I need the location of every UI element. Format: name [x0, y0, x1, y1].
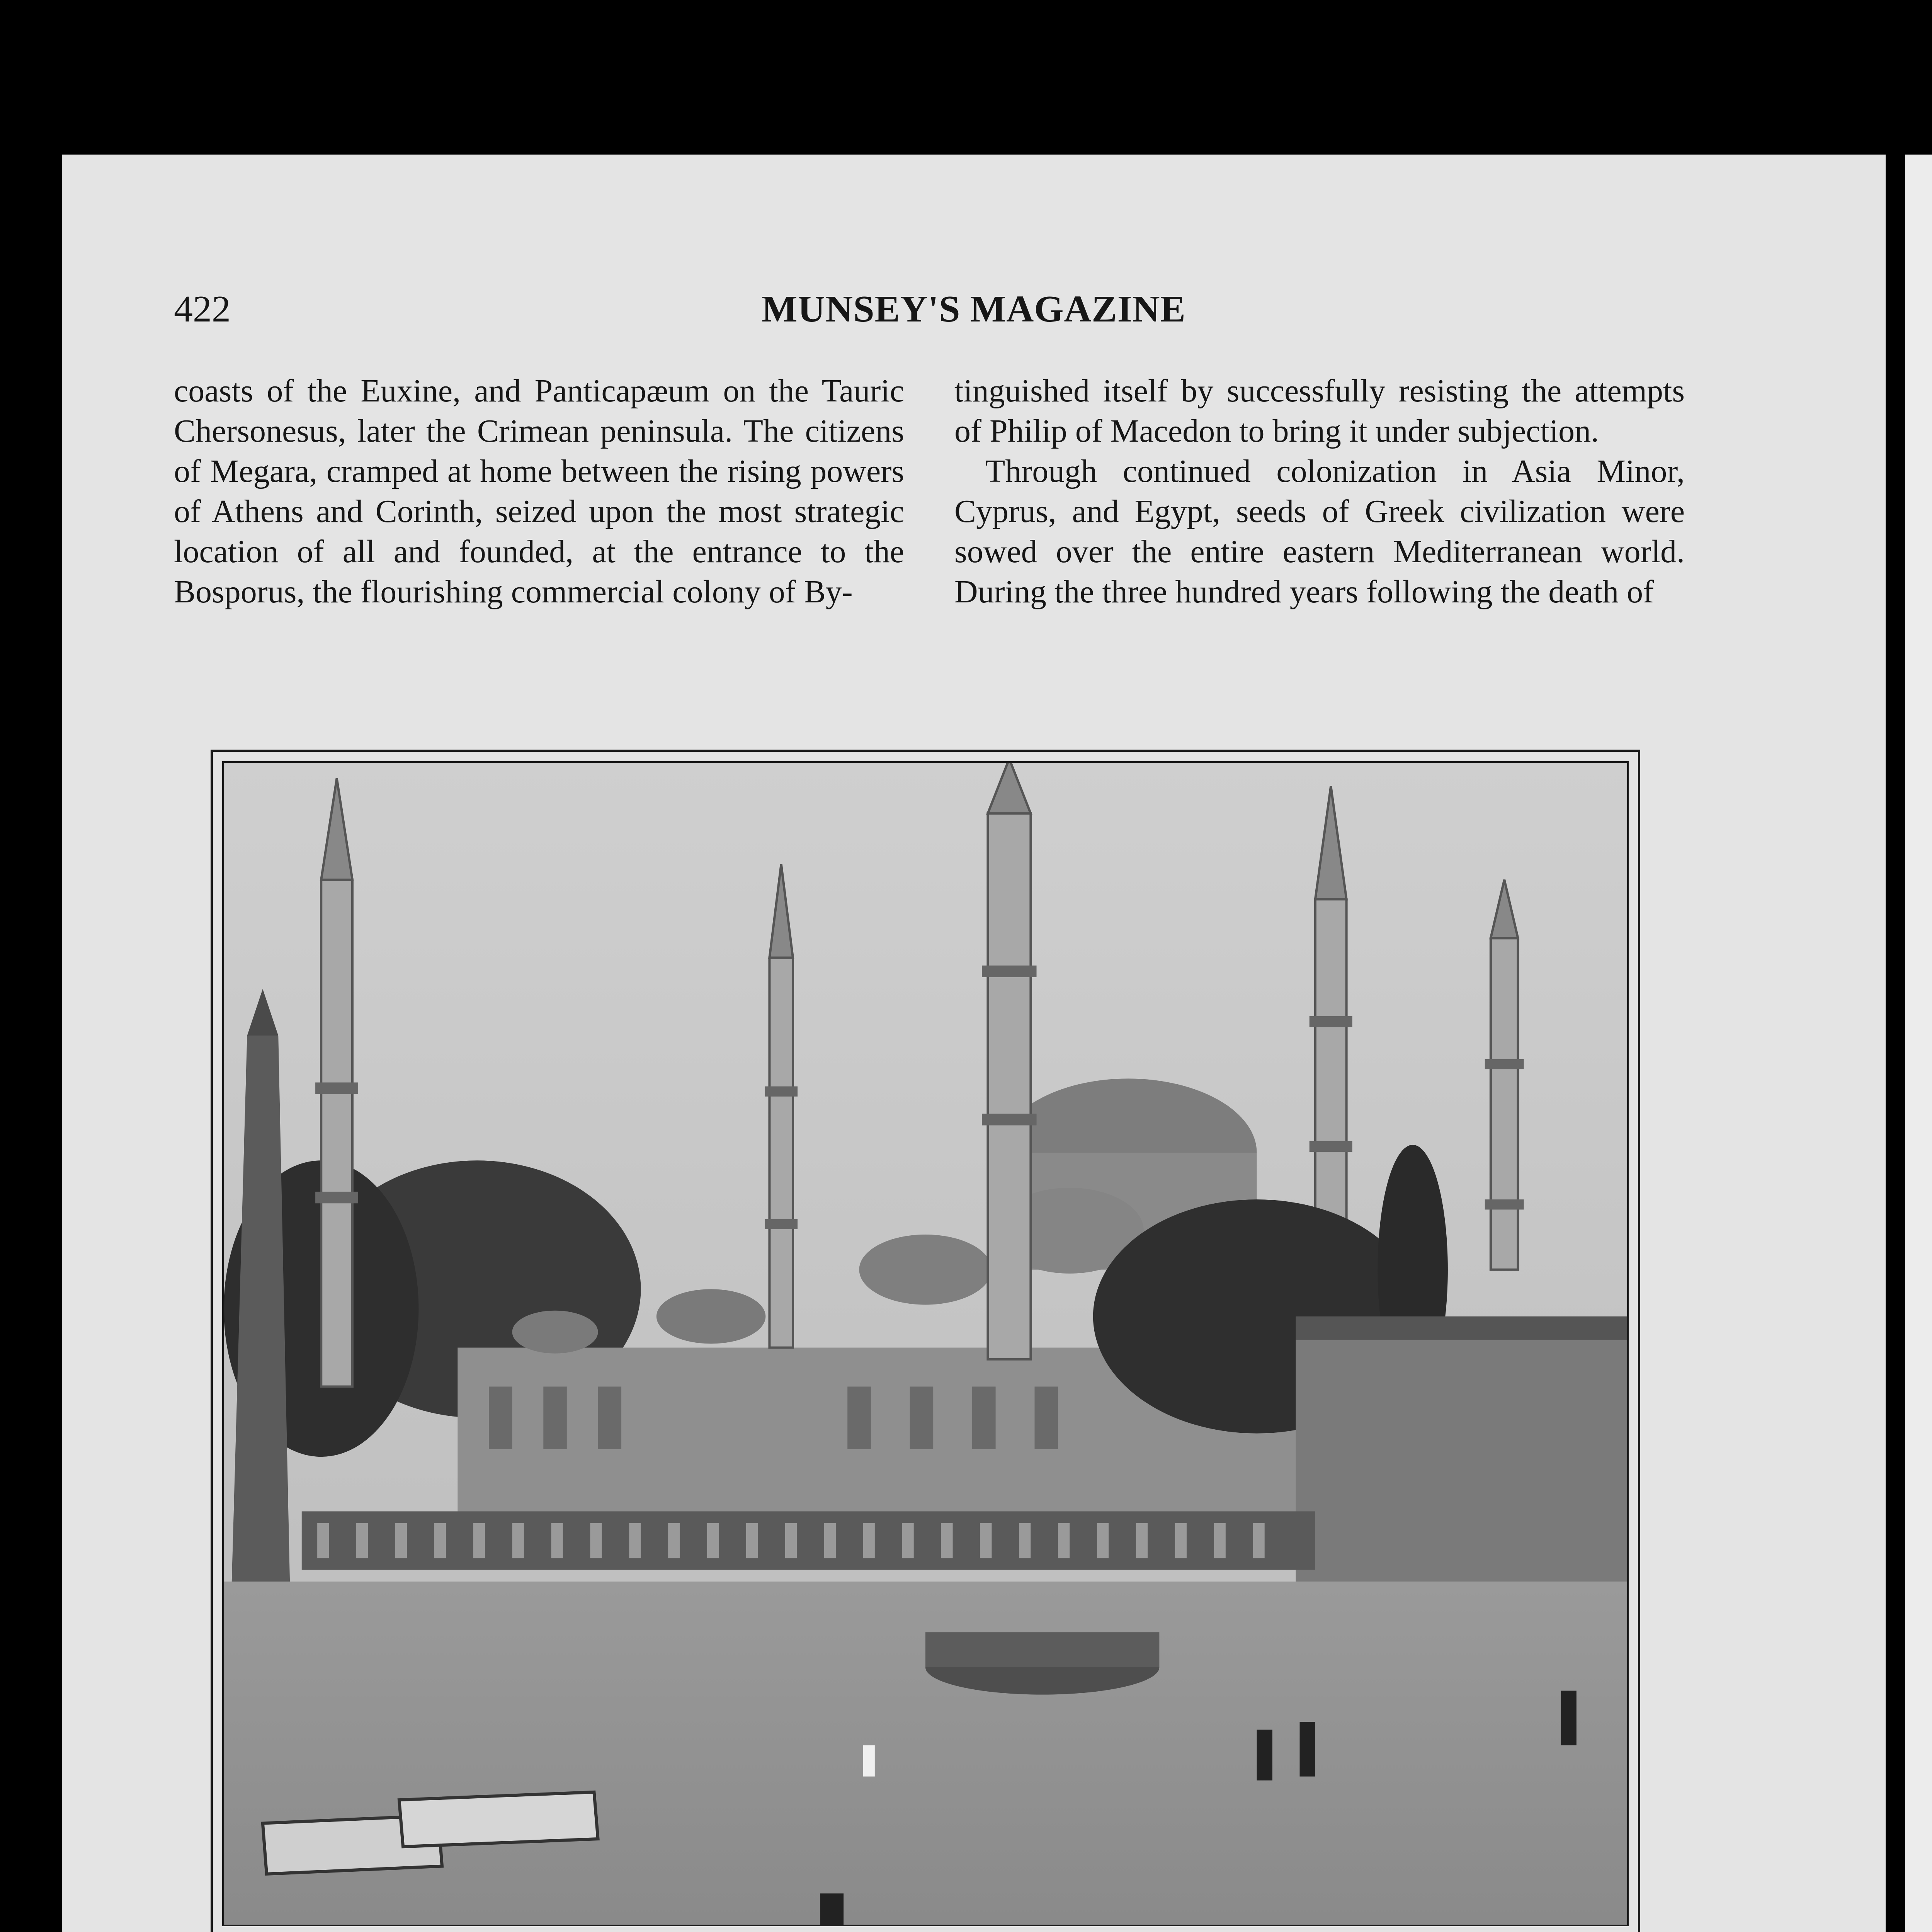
running-header — [62, 280, 1886, 342]
running-title: MUNSEY'S MAGAZINE — [762, 288, 1186, 330]
photo-figure — [211, 750, 1640, 1932]
mosque-photo-illustration — [224, 763, 1627, 1925]
photo-mosque-hippodrome — [222, 761, 1629, 1926]
page-number: 422 — [174, 288, 231, 330]
paragraph: tinguished itself by successfully resisting the attempts of Philip of Macedon to bring it under subjection. — [954, 373, 1685, 449]
magazine-page — [62, 155, 1886, 1932]
paragraph: coasts of the Euxine, and Panticapæum on the Tauric Chersonesus, later the Crimean peninsula. The citizens of Megara, cramped at home between the rising powers of Athens and Corinth, seized upon the most strategic location of all and founded, at the entrance to the Bosporus, the flourishing commercial colony of By- — [174, 373, 904, 610]
adjacent-page-edge — [1905, 155, 1932, 1932]
paragraph: Through continued colonization in Asia Minor, Cyprus, and Egypt, seeds of Greek civilization were sowed over the entire eastern Mediterranean world. During the three hundred years following the death of — [954, 453, 1685, 610]
